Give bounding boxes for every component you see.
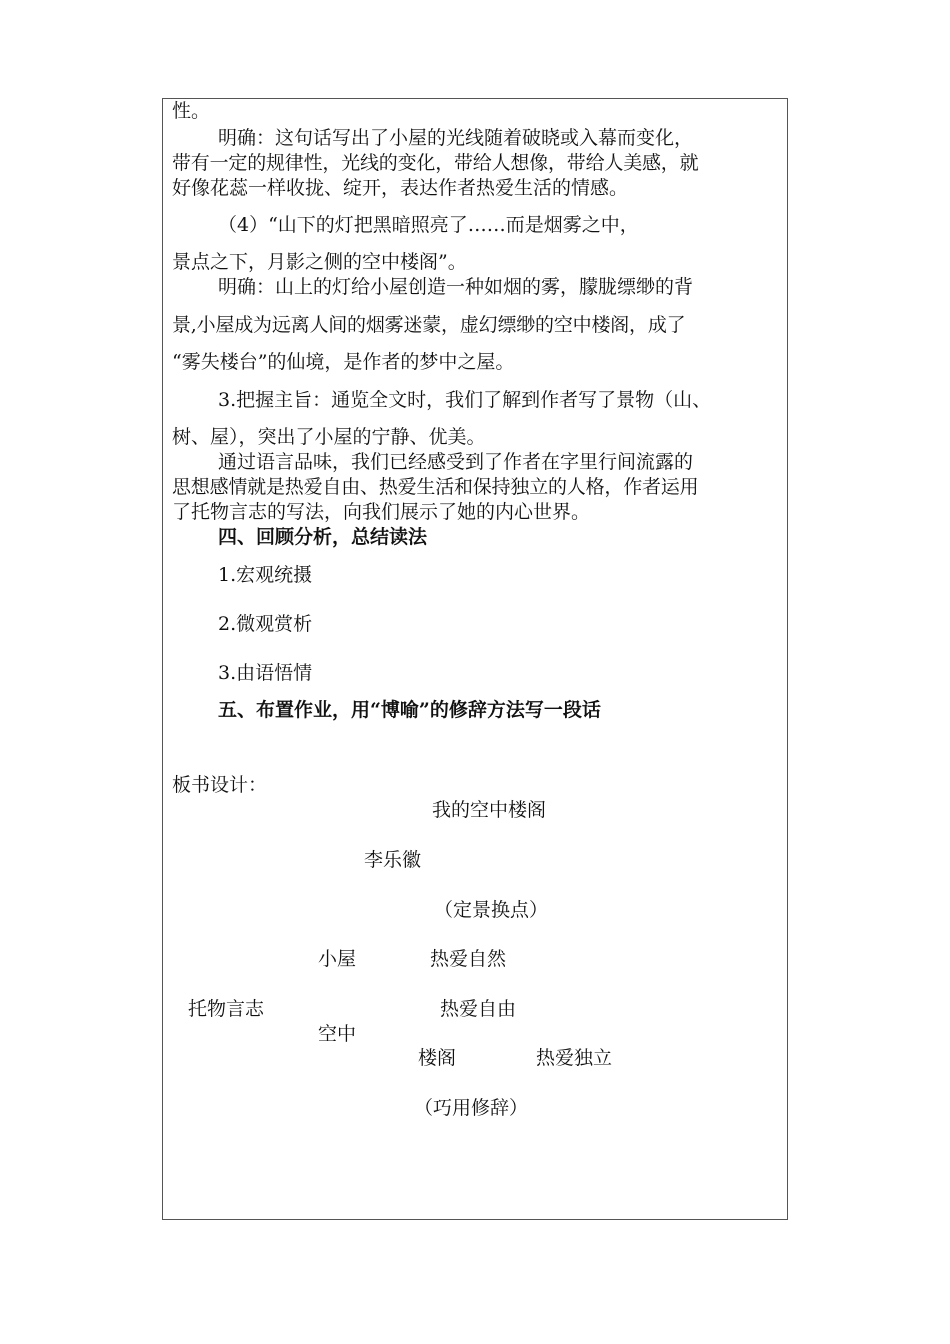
text-line: 了托物言志的写法，向我们展示了她的内心世界。 bbox=[172, 501, 591, 523]
board-node: 热爱自由 bbox=[440, 998, 517, 1020]
board-node: 热爱独立 bbox=[536, 1047, 613, 1069]
text-line: 景点之下，月影之侧的空中楼阁”。 bbox=[172, 251, 467, 273]
text-line: “雾失楼台”的仙境，是作者的梦中之屋。 bbox=[172, 351, 515, 373]
board-node: 小屋 bbox=[318, 948, 357, 970]
text-line: 明确：这句话写出了小屋的光线随着破晓或入幕而变化， bbox=[218, 127, 694, 149]
text-line: 通过语言品味，我们已经感受到了作者在字里行间流露的 bbox=[218, 451, 694, 473]
board-label: 板书设计： bbox=[172, 774, 268, 796]
section-heading: 四、回顾分析，总结读法 bbox=[218, 526, 428, 548]
board-node: 楼阁 bbox=[418, 1047, 457, 1069]
board-author: 李乐徽 bbox=[364, 849, 422, 871]
text-line: 思想感情就是热爱自由、热爱生活和保持独立的人格，作者运用 bbox=[172, 476, 699, 498]
text-line: 景,小屋成为远离人间的烟雾迷蒙，虚幻缥缈的空中楼阁，成了 bbox=[172, 314, 686, 336]
list-item: 3.由语悟情 bbox=[218, 662, 313, 684]
text-line: 明确：山上的灯给小屋创造一种如烟的雾，朦胧缥缈的背 bbox=[218, 276, 694, 298]
board-node: 空中 bbox=[318, 1023, 357, 1045]
list-item: 1.宏观统摄 bbox=[218, 564, 313, 586]
board-node: 热爱自然 bbox=[430, 948, 507, 970]
text-line: 3.把握主旨：通览全文时，我们了解到作者写了景物（山、 bbox=[218, 389, 712, 411]
text-line: 性。 bbox=[172, 100, 211, 122]
board-method: （定景换点） bbox=[434, 899, 549, 921]
board-method: （巧用修辞） bbox=[414, 1097, 529, 1119]
text-line: 带有一定的规律性，光线的变化，带给人想像，带给人美感，就 bbox=[172, 152, 699, 174]
list-item: 2.微观赏析 bbox=[218, 613, 313, 635]
board-title: 我的空中楼阁 bbox=[432, 799, 547, 821]
board-node: 托物言志 bbox=[188, 998, 265, 1020]
section-heading: 五、布置作业，用“博喻”的修辞方法写一段话 bbox=[218, 699, 601, 721]
text-line: （4）“山下的灯把黑暗照亮了……而是烟雾之中， bbox=[218, 214, 639, 236]
text-line: 树、屋），突出了小屋的宁静、优美。 bbox=[172, 426, 486, 448]
text-line: 好像花蕊一样收拢、绽开，表达作者热爱生活的情感。 bbox=[172, 177, 629, 199]
